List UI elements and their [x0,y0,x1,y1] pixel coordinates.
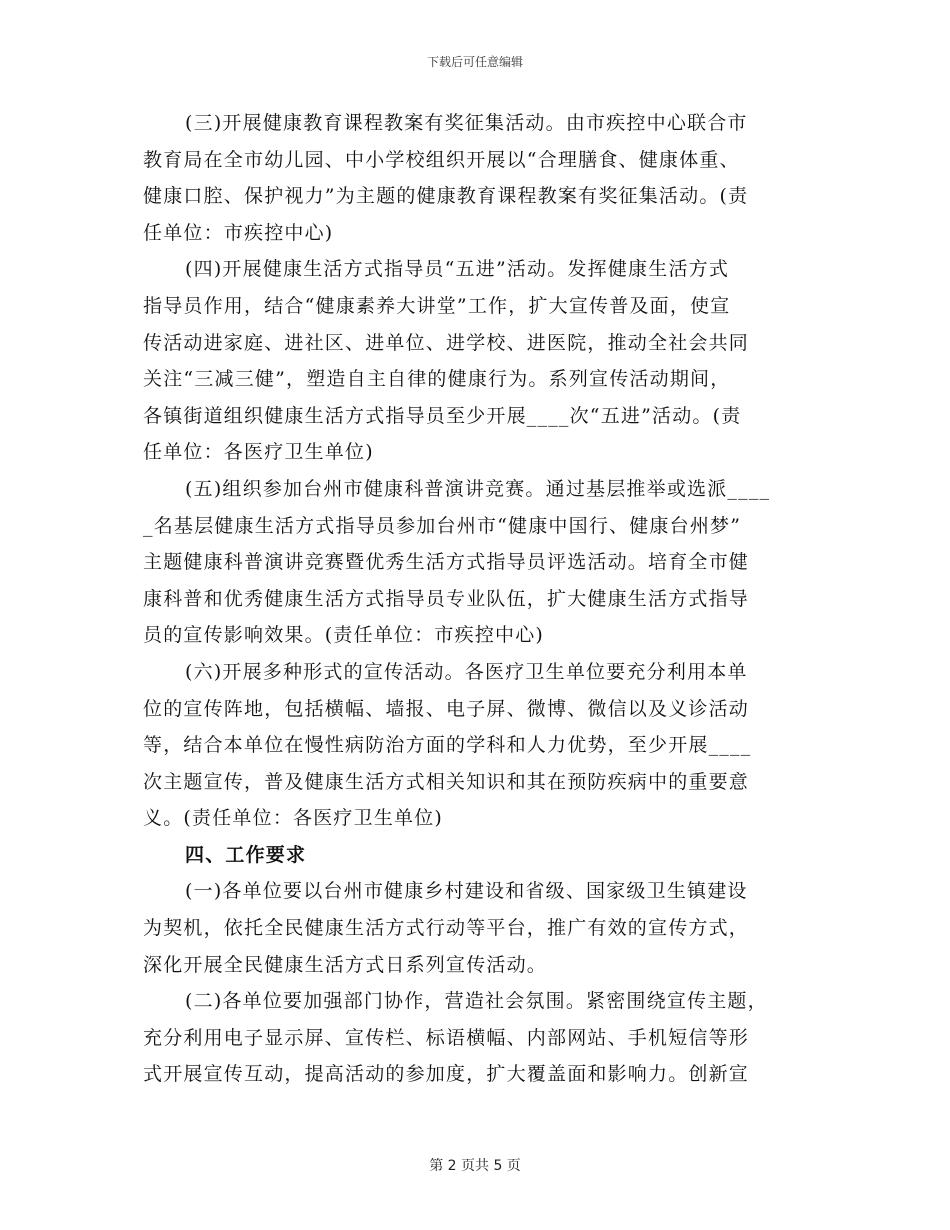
text-line: 健康口腔、保护视力”为主题的健康教育课程教案有奖征集活动。(责 [143,185,749,208]
document-body [143,105,808,1093]
text-line: 次主题宣传，普及健康生活方式相关知识和其在预防疾病中的重要意 [143,770,750,793]
text-line: 位的宣传阵地，包括横幅、墙报、电子屏、微博、微信以及义诊活动 [143,697,750,720]
text-line: 充分利用电子显示屏、宣传栏、标语横幅、内部网站、手机短信等形 [143,1026,750,1049]
text-line: (一)各单位要以台州市健康乡村建设和省级、国家级卫生镇建设 [185,880,748,903]
text-line: (四)开展健康生活方式指导员“五进”活动。发挥健康生活方式 [185,258,730,281]
text-line: 为契机，依托全民健康生活方式行动等平台，推广有效的宣传方式， [143,917,750,940]
section-heading: 四、工作要求 [185,843,307,866]
text-line: 指导员作用，结合“健康素养大讲堂”工作，扩大宣传普及面，使宣 [143,294,731,317]
page-footer: 第 2 页共 5 页 [429,1158,521,1174]
text-line: _名基层健康生活方式指导员参加台州市“健康中国行、健康台州梦” [143,514,742,537]
text-line: 主题健康科普演讲竞赛暨优秀生活方式指导员评选活动。培育全市健 [143,551,750,574]
text-line: 传活动进家庭、进社区、进单位、进学校、进医院，推动全社会共同 [143,331,750,354]
text-line: (二)各单位要加强部门协作，营造社会氛围。紧密围绕宣传主题， [185,990,768,1013]
text-line: 式开展宣传互动，提高活动的参加度，扩大覆盖面和影响力。创新宣 [143,1063,750,1086]
text-line: 等，结合本单位在慢性病防治方面的学科和人力优势，至少开展____ [143,734,752,757]
text-line: 员的宣传影响效果。(责任单位：市疾控中心) [143,624,545,647]
text-line: 义。(责任单位：各医疗卫生单位) [143,807,444,830]
text-line: (五)组织参加台州市健康科普演讲竞赛。通过基层推举或选派____ [185,477,771,500]
page-header: 下载后可任意编辑 [426,55,523,69]
text-line: (六)开展多种形式的宣传活动。各医疗卫生单位要充分利用本单 [185,660,748,683]
text-line: 任单位：市疾控中心) [143,221,334,244]
text-line: 任单位：各医疗卫生单位) [143,441,374,464]
text-line: 教育局在全市幼儿园、中小学校组织开展以“合理膳食、健康体重、 [143,148,740,171]
text-line: 深化开展全民健康生活方式日系列宣传活动。 [143,953,548,976]
text-line: (三)开展健康教育课程教案有奖征集活动。由市疾控中心联合市 [185,112,748,134]
text-line: 各镇街道组织健康生活方式指导员至少开展____次“五进”活动。(责 [143,404,742,427]
text-line: 康科普和优秀健康生活方式指导员专业队伍，扩大健康生活方式指导 [143,587,750,610]
text-line: 关注“三减三健”，塑造自主自律的健康行为。系列宣传活动期间， [143,368,731,391]
